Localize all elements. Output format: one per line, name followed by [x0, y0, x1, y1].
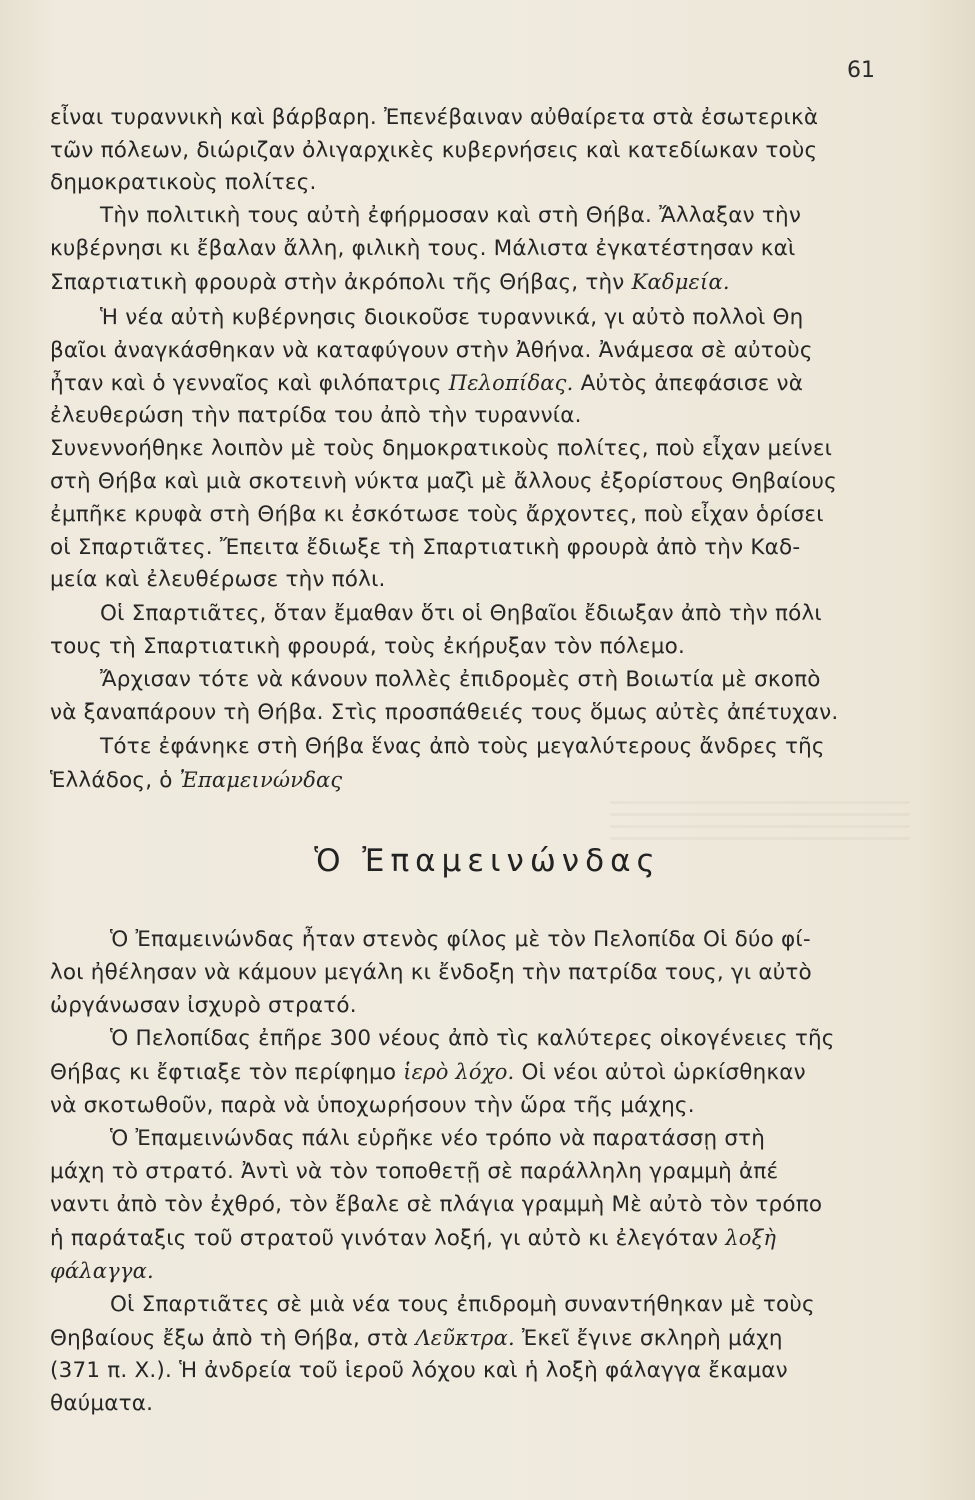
text-line [50, 368, 803, 399]
text-line: νὰ σκοτωθοῦν, παρὰ νὰ ὑποχωρήσουν τὴν ὥρα τῆς μάχης. [50, 1093, 695, 1118]
text-fragment: Οἱ νέοι αὐτοὶ ὡρκίσθηκαν [521, 1060, 806, 1085]
text-fragment: Αὐτὸς ἀπεφάσισε νὰ [580, 371, 804, 396]
text-line: μεία καὶ ἐλευθέρωσε τὴν πόλι. [50, 567, 386, 592]
text-line: ναντι ἀπὸ τὸν ἐχθρό, τὸν ἔβαλε σὲ πλάγια γραμμὴ Μὲ αὐτὸ τὸν τρόπο [50, 1192, 823, 1217]
text-line: στὴ Θήβα καὶ μιὰ σκοτεινὴ νύκτα μαζὶ μὲ ἄλλους ἐξορίστους Θηβαίους [50, 469, 837, 494]
text-fragment: Θήβας κι ἔφτιαξε τὸν περίφημο [50, 1060, 397, 1085]
text-line: Τότε ἐφάνηκε στὴ Θήβα ἕνας ἀπὸ τοὺς μεγαλύτερους ἄνδρες τῆς [100, 734, 825, 759]
italic-term-loxi: λοξὴ [725, 1226, 777, 1250]
text-line [50, 267, 730, 298]
italic-term-epaminondas: Ἐπαμεινώνδας [179, 768, 343, 792]
text-line: ἐμπῆκε κρυφὰ στὴ Θήβα κι ἐσκότωσε τοὺς ἄρχοντες, ποὺ εἶχαν ὁρίσει [50, 502, 824, 527]
text-fragment: Θηβαίους ἔξω ἀπὸ τὴ Θήβα, στὰ [50, 1326, 409, 1351]
text-line: Ὁ Ἐπαμεινώνδας πάλι εὑρῆκε νέο τρόπο νὰ παρατάσσῃ στὴ [110, 1126, 766, 1151]
italic-term-kadmeia: Καδμεία. [631, 270, 730, 294]
text-line: Οἱ Σπαρτιᾶτες, ὅταν ἔμαθαν ὅτι οἱ Θηβαῖοι ἔδιωξαν ἀπὸ τὴν πόλι [100, 601, 822, 626]
text-fragment: Ἑλλάδος, ὁ [50, 768, 173, 793]
text-line: Ὁ Πελοπίδας ἐπῆρε 300 νέους ἀπὸ τὶς καλύτερες οἰκογένειες τῆς [110, 1026, 835, 1051]
text-line: ὠργάνωσαν ἰσχυρὸ στρατό. [50, 993, 357, 1018]
text-fragment: ἦταν καὶ ὁ γενναῖος καὶ φιλόπατρις [50, 371, 442, 396]
text-line: κυβέρνησι κι ἔβαλαν ἄλλη, φιλικὴ τους. Μάλιστα ἐγκατέστησαν καὶ [50, 236, 796, 261]
text-line: δημοκρατικοὺς πολίτες. [50, 170, 317, 195]
text-fragment: Σπαρτιατικὴ φρουρὰ στὴν ἀκρόπολι τῆς Θήβας, τὴν [50, 270, 625, 295]
italic-term-ieros-lochos: ἱερὸ λόχο. [403, 1060, 515, 1084]
text-line: τῶν πόλεων, διώριζαν ὀλιγαρχικὲς κυβερνήσεις καὶ κατεδίωκαν τοὺς [50, 138, 818, 163]
text-line: τους τὴ Σπαρτιατικὴ φρουρά, τοὺς ἐκήρυξαν τὸν πόλεμο. [50, 634, 686, 659]
text-line [50, 1256, 154, 1287]
text-line: Συνεννοήθηκε λοιπὸν μὲ τοὺς δημοκρατικοὺς πολίτες, ποὺ εἶχαν μείνει [50, 436, 833, 461]
italic-term-pelopidas: Πελοπίδας. [448, 371, 574, 395]
text-line: λοι ἠθέλησαν νὰ κάμουν μεγάλη κι ἔνδοξη τὴν πατρίδα τους, γι αὐτὸ [50, 960, 812, 985]
text-line: μάχη τὸ στρατό. Ἀντὶ νὰ τὸν τοποθετῇ σὲ παράλληλη γραμμὴ ἀπέ [50, 1159, 779, 1184]
text-line: (371 π. Χ.). Ἡ ἀνδρεία τοῦ ἱεροῦ λόχου καὶ ἡ λοξὴ φάλαγγα ἔκαμαν [50, 1358, 788, 1383]
text-fragment: Ἐκεῖ ἔγινε σκληρὴ μάχη [521, 1326, 783, 1351]
page-number: 61 [847, 58, 875, 83]
text-line: Τὴν πολιτικὴ τους αὐτὴ ἐφήρμοσαν καὶ στὴ Θήβα. Ἄλλαξαν τὴν [100, 203, 802, 228]
text-line [50, 1223, 776, 1254]
reverse-page-bleed [610, 800, 910, 840]
text-line: θαύματα. [50, 1391, 154, 1416]
text-fragment: ἡ παράταξις τοῦ στρατοῦ γινόταν λοξή, γι αὐτὸ κι ἐλεγόταν [50, 1226, 719, 1251]
text-line [50, 765, 342, 796]
text-line: εἶναι τυραννικὴ καὶ βάρβαρη. Ἐπενέβαιναν αὐθαίρετα στὰ ἐσωτερικὰ [50, 105, 819, 130]
text-line: Ἡ νέα αὐτὴ κυβέρνησις διοικοῦσε τυραννικά, γι αὐτὸ πολλοὶ Θη [100, 305, 804, 330]
section-heading: Ὁ Ἐπαμεινώνδας [314, 843, 661, 879]
text-line [50, 1057, 806, 1088]
text-line [50, 1323, 783, 1354]
text-line: ἐλευθερώση τὴν πατρίδα του ἀπὸ τὴν τυραννία. [50, 403, 582, 428]
text-line: Ὁ Ἐπαμεινώνδας ἦταν στενὸς φίλος μὲ τὸν Πελοπίδα Οἱ δύο φί- [110, 927, 811, 952]
text-line: Ἄρχισαν τότε νὰ κάνουν πολλὲς ἐπιδρομὲς στὴ Βοιωτία μὲ σκοπὸ [100, 667, 821, 692]
text-line: νὰ ξαναπάρουν τὴ Θήβα. Στὶς προσπάθειές τους ὅμως αὐτὲς ἀπέτυχαν. [50, 700, 839, 725]
text-line: Οἱ Σπαρτιᾶτες σὲ μιὰ νέα τους ἐπιδρομὴ συναντήθηκαν μὲ τοὺς [110, 1292, 815, 1317]
text-line: οἱ Σπαρτιᾶτες. Ἔπειτα ἔδιωξε τὴ Σπαρτιατικὴ φρουρὰ ἀπὸ τὴν Καδ- [50, 535, 801, 560]
text-line: βαῖοι ἀναγκάσθηκαν νὰ καταφύγουν στὴν Ἀθήνα. Ἀνάμεσα σὲ αὐτοὺς [50, 338, 813, 363]
italic-term-falagga: φάλαγγα. [50, 1259, 154, 1283]
italic-term-leuktra: Λεῦκτρα. [415, 1326, 515, 1350]
